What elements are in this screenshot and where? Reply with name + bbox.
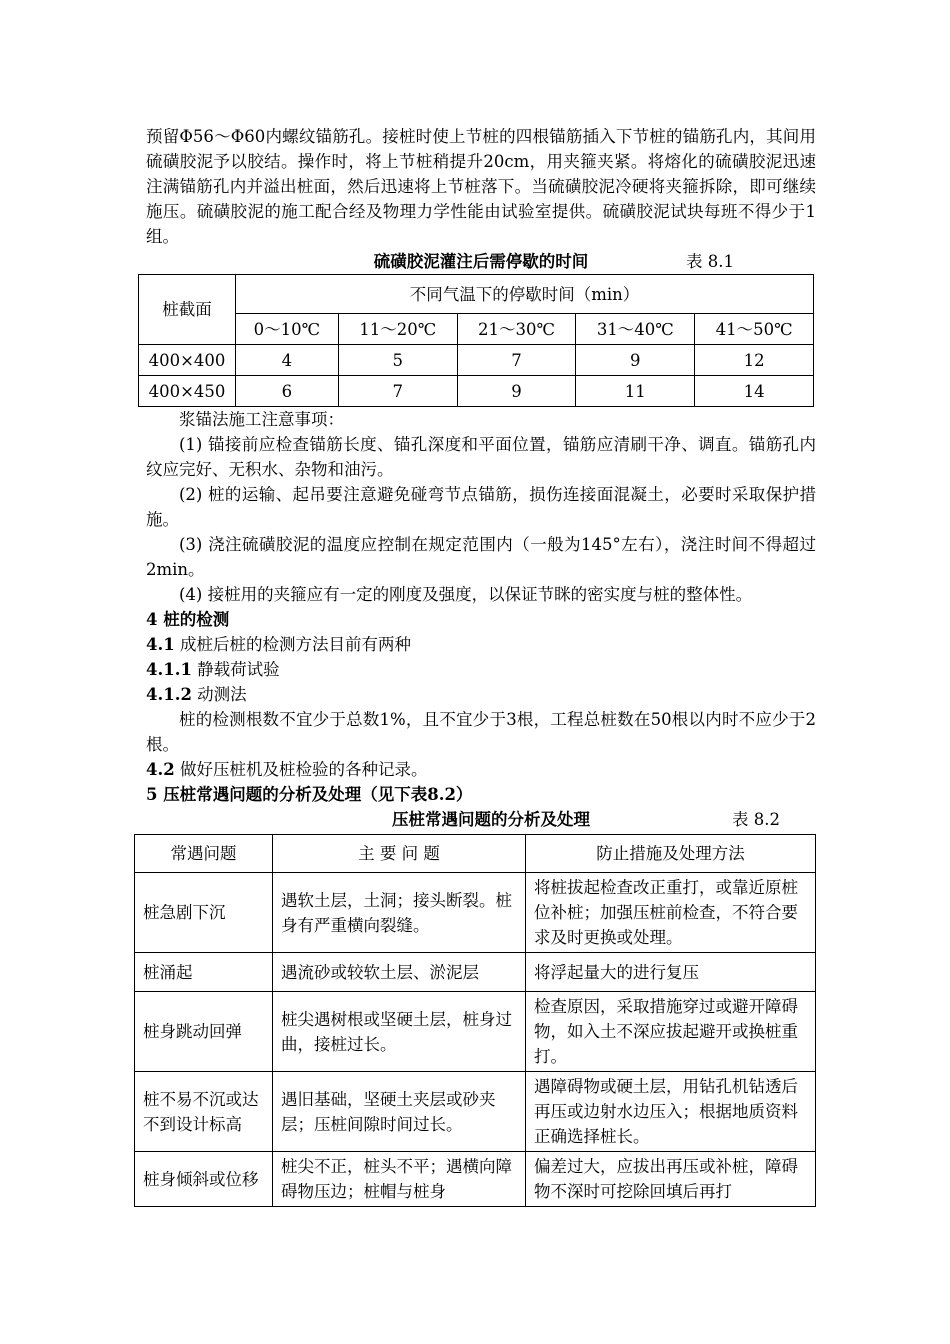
table2-cause: 遇旧基础，坚硬土夹层或砂夹层；压桩间隙时间过长。 — [273, 1072, 526, 1152]
section-text: 做好压桩机及桩检验的各种记录。 — [174, 760, 428, 779]
table2-header: 主 要 问 题 — [273, 835, 526, 873]
notes-heading: 浆锚法施工注意事项： — [179, 410, 344, 429]
note-item: (4) 接桩用的夹箍应有一定的刚度及强度，以保证节眯的密实度与桩的整体性。 — [179, 585, 753, 604]
note-item: (3) 浇注硫磺胶泥的温度应控制在规定范围内（一般为145°左右），浇注时间不得超过2min。 — [146, 535, 816, 579]
table2-cause: 遇流砂或较软土层、淤泥层 — [273, 953, 526, 992]
section-4-1 — [146, 632, 816, 657]
table-row — [139, 376, 814, 407]
table-row — [135, 873, 816, 953]
table-row — [135, 1152, 816, 1207]
testing-paragraph: 桩的检测根数不宜少于总数1%，且不宜少于3根，工程总桩数在50根以内时不应少于2根。 — [146, 710, 816, 754]
table1-cell-section: 400×450 — [139, 376, 236, 407]
section-number: 4.1.1 — [146, 660, 192, 679]
table2-number: 表 8.2 — [732, 810, 780, 829]
pile-problems-table — [134, 834, 816, 1207]
section-text: 静载荷试验 — [191, 660, 280, 679]
table2-header: 防止措施及处理方法 — [526, 835, 816, 873]
table1-caption — [146, 249, 816, 274]
table2-measure: 检查原因，采取措施穿过或避开障碍物，如入土不深应拔起避开或换桩重打。 — [526, 992, 816, 1072]
table2-measure: 偏差过大，应拔出再压或补桩，障碍物不深时可挖除回填后再打 — [526, 1152, 816, 1207]
table2-issue: 桩不易不沉或达不到设计标高 — [135, 1072, 273, 1152]
table2-issue: 桩涌起 — [135, 953, 273, 992]
table2-issue: 桩急剧下沉 — [135, 873, 273, 953]
note-item: (1) 锚接前应检查锚筋长度、锚孔深度和平面位置，锚筋应清刷干净、调直。锚筋孔内纹应完好、无积水、杂物和油污。 — [146, 435, 816, 479]
table1-cell: 9 — [576, 345, 695, 376]
section-text: 成桩后桩的检测方法目前有两种 — [174, 635, 411, 654]
table2-caption — [146, 807, 816, 832]
table1-cell: 5 — [338, 345, 457, 376]
section-text: 动测法 — [191, 685, 247, 704]
table-row — [135, 992, 816, 1072]
table2-cause: 遇软土层，土洞；接头断裂。桩身有严重横向裂缝。 — [273, 873, 526, 953]
table1-temp-header: 21～30℃ — [457, 314, 576, 345]
table1-temp-header: 11～20℃ — [338, 314, 457, 345]
table-row — [135, 953, 816, 992]
section-4-1-1 — [146, 657, 816, 682]
section-number: 4.1 — [146, 635, 175, 654]
table1-cell-section: 400×400 — [139, 345, 236, 376]
table1-cell: 6 — [236, 376, 339, 407]
table2-issue: 桩身倾斜或位移 — [135, 1152, 273, 1207]
section-4-heading: 4 桩的检测 — [146, 610, 230, 629]
table2-cause: 桩尖不正，桩头不平；遇横向障碍物压边；桩帽与桩身 — [273, 1152, 526, 1207]
table2-measure: 将桩拔起检查改正重打，或靠近原桩位补桩；加强压桩前检查，不符合要求及时更换或处理。 — [526, 873, 816, 953]
section-5-heading: 5 压桩常遇问题的分析及处理（见下表8.2） — [146, 785, 473, 804]
table1-temp-header: 31～40℃ — [576, 314, 695, 345]
table1-col-header-section: 桩截面 — [139, 275, 236, 345]
section-number: 4.2 — [146, 760, 175, 779]
table1-cell: 4 — [236, 345, 339, 376]
table2-cause: 桩尖遇树根或坚硬土层，桩身过曲，接桩过长。 — [273, 992, 526, 1072]
table1-cell: 12 — [695, 345, 814, 376]
table1-group-header: 不同气温下的停歇时间（min） — [236, 275, 814, 314]
note-item: (2) 桩的运输、起吊要注意避免碰弯节点锚筋，损伤连接面混凝土，必要时采取保护措施。 — [146, 485, 816, 529]
table2-issue: 桩身跳动回弹 — [135, 992, 273, 1072]
table1-cell: 11 — [576, 376, 695, 407]
table1-temp-header: 41～50℃ — [695, 314, 814, 345]
table2-title: 压桩常遇问题的分析及处理 — [392, 810, 590, 829]
table-row — [135, 1072, 816, 1152]
table2-measure: 将浮起量大的进行复压 — [526, 953, 816, 992]
section-number: 4.1.2 — [146, 685, 192, 704]
intro-paragraph: 预留Φ56～Φ60内螺纹锚筋孔。接桩时使上节桩的四根锚筋插入下节桩的锚筋孔内，其间用硫磺胶泥予以胶结。操作时，将上节桩稍提升20cm，用夹箍夹紧。将熔化的硫磺胶泥迅速注满锚筋孔内并溢出桩面，然后迅速将上节桩落下。当硫磺胶泥冷硬将夹箍拆除，即可继续施压。硫磺胶泥的施工配合经及物理力学性能由试验室提供。硫磺胶泥试块每班不得少于1组。 — [146, 127, 816, 246]
table1-cell: 14 — [695, 376, 814, 407]
table2-measure: 遇障碍物或硬土层，用钻孔机钻透后再压或边射水边压入；根据地质资料正确选择桩长。 — [526, 1072, 816, 1152]
section-4-2 — [146, 757, 816, 782]
table1-cell: 7 — [338, 376, 457, 407]
table2-header: 常遇问题 — [135, 835, 273, 873]
table1-cell: 9 — [457, 376, 576, 407]
curing-time-table — [138, 274, 814, 407]
table1-title: 硫磺胶泥灌注后需停歇的时间 — [373, 252, 589, 271]
table1-temp-header: 0～10℃ — [236, 314, 339, 345]
table1-number: 表 8.1 — [686, 252, 734, 271]
section-4-1-2 — [146, 682, 816, 707]
document-page — [143, 124, 816, 1207]
table-row — [139, 345, 814, 376]
table1-cell: 7 — [457, 345, 576, 376]
